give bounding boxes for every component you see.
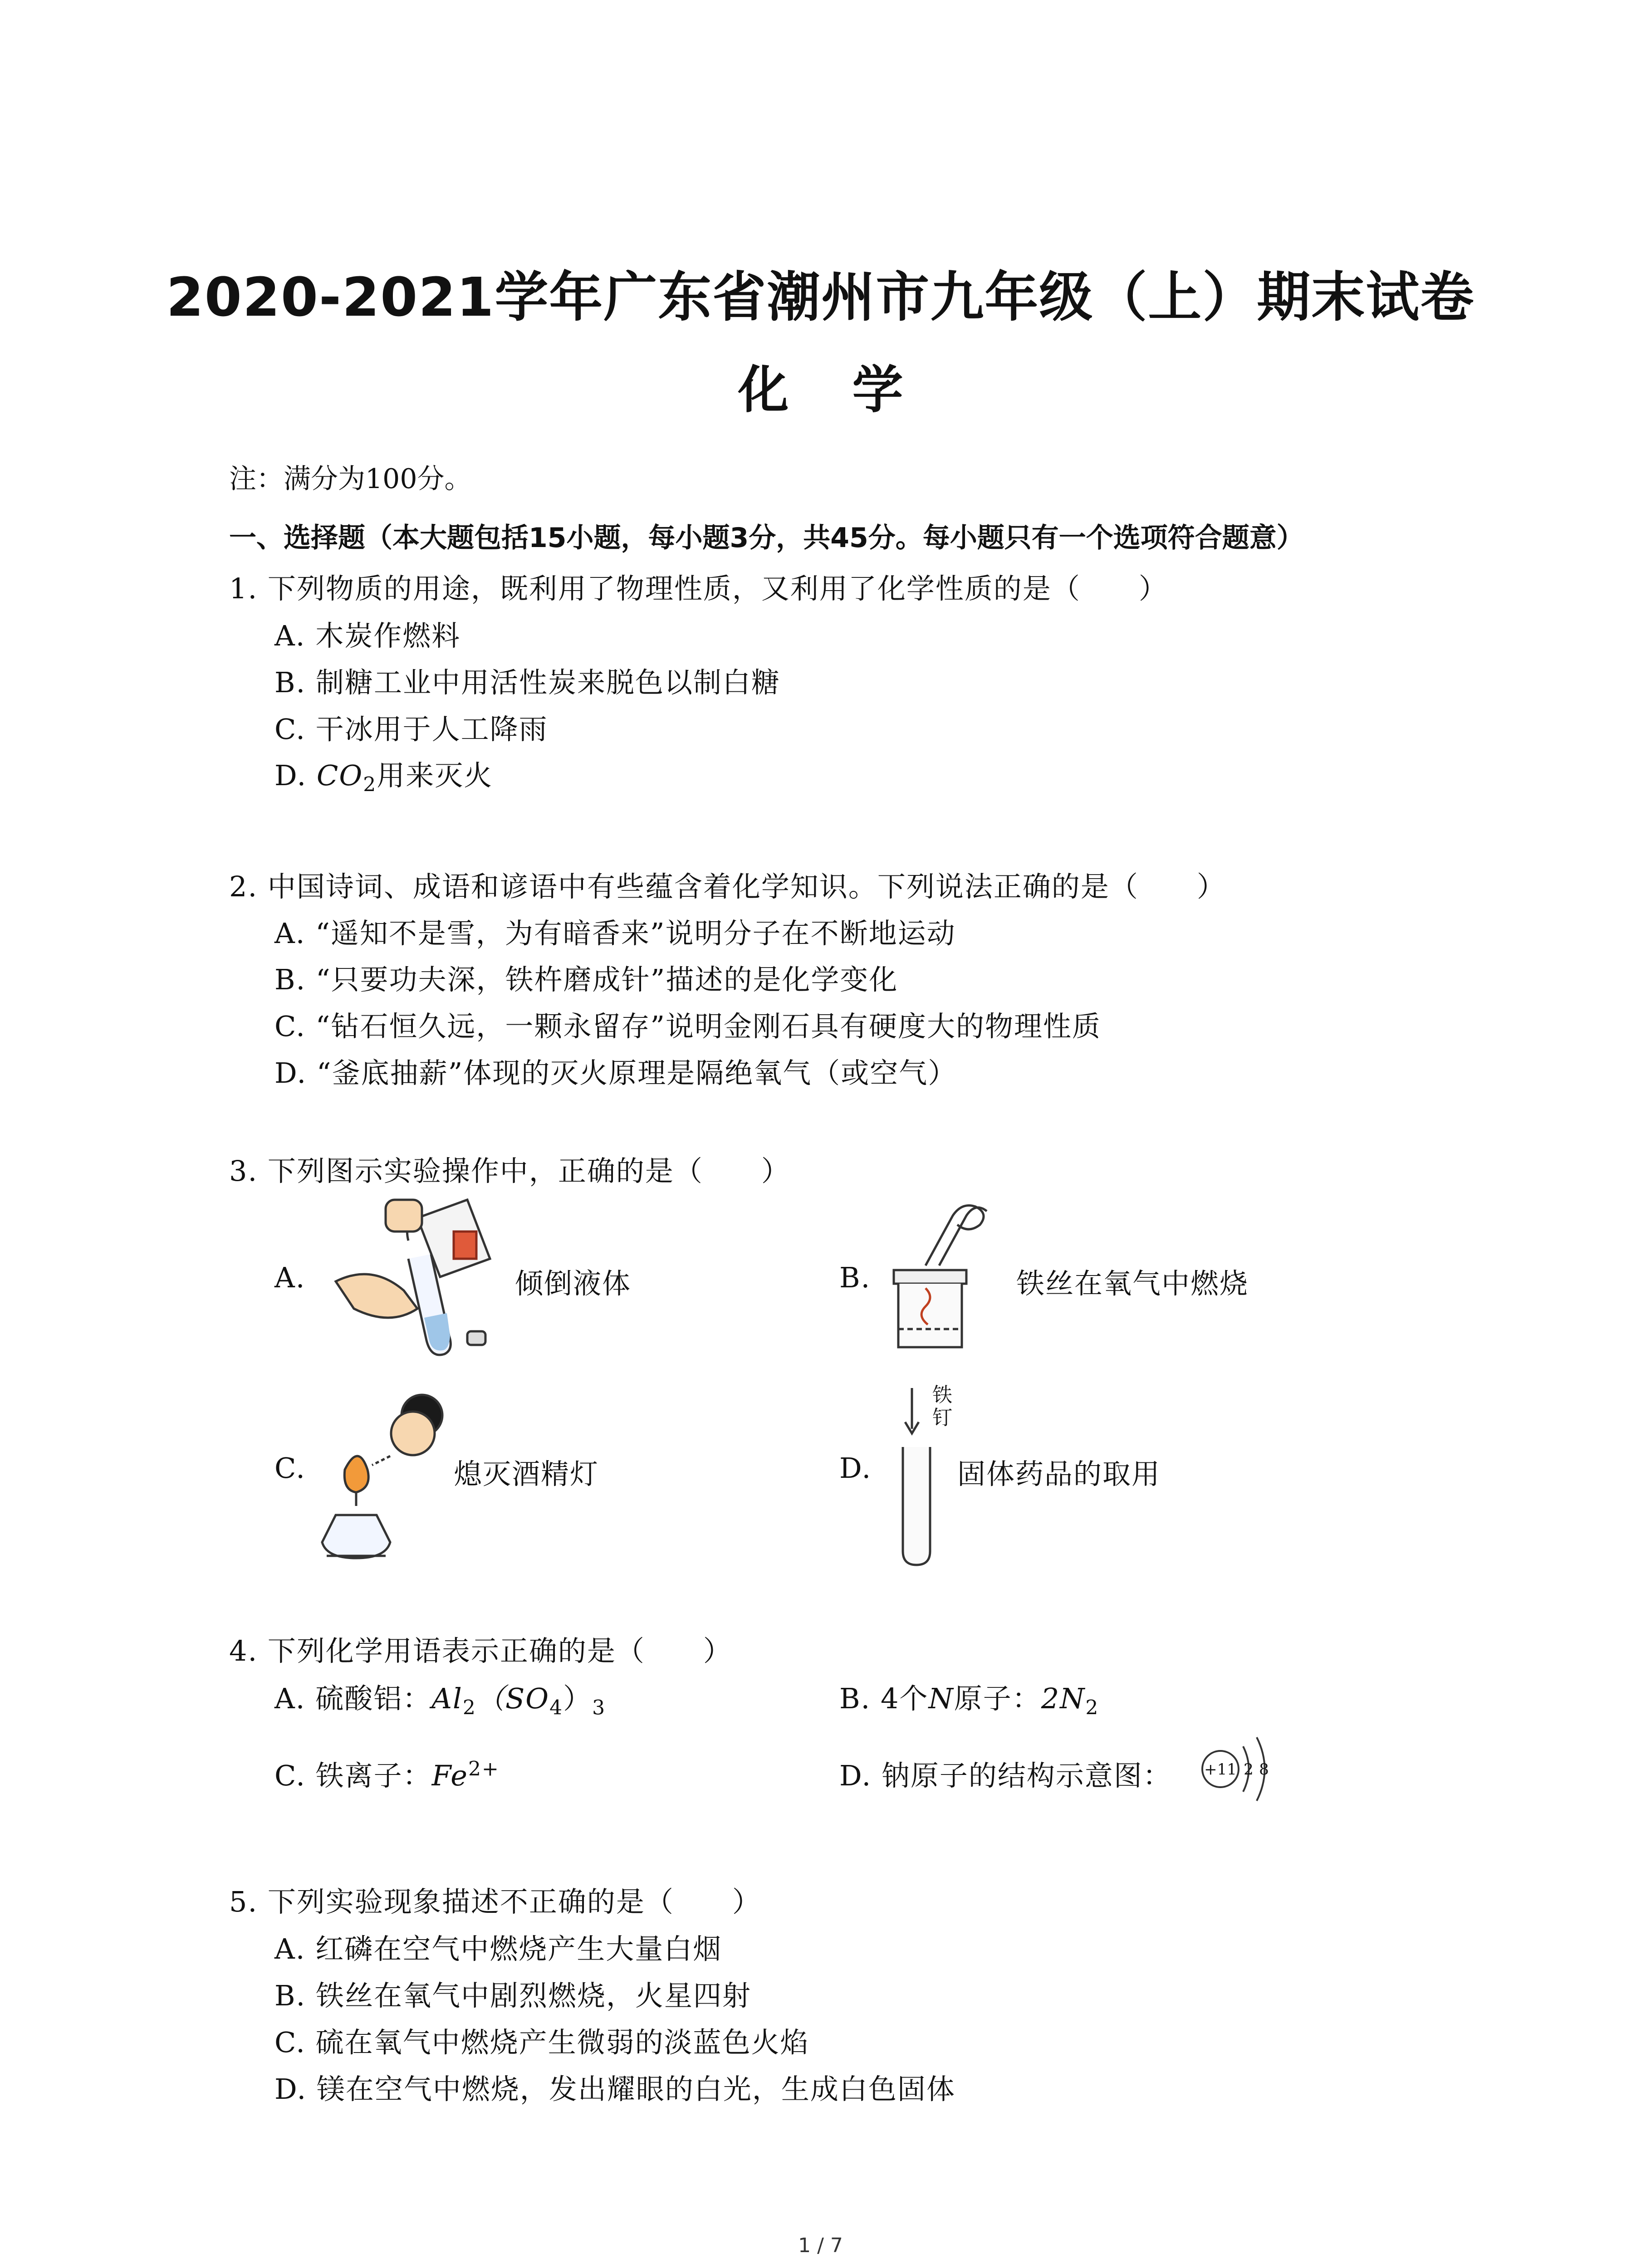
subscript: 4 bbox=[549, 1696, 563, 1720]
question-3-option-d-label: D. bbox=[839, 1452, 872, 1485]
formula-so: （SO bbox=[476, 1682, 550, 1715]
formula-paren: ） bbox=[563, 1682, 593, 1715]
extinguish-lamp-figure bbox=[318, 1379, 463, 1569]
question-2-stem: 2. 中国诗词、成语和谚语中有些蕴含着化学知识。下列说法正确的是（ ） bbox=[229, 870, 1226, 903]
superscript: 2+ bbox=[468, 1757, 500, 1781]
iron-nail-label-1: 铁 bbox=[932, 1383, 952, 1407]
question-1-option-a: A. 木炭作燃料 bbox=[274, 619, 461, 652]
shell-1-label: 2 bbox=[1244, 1760, 1254, 1779]
page-number: 1 / 7 bbox=[798, 2234, 843, 2257]
question-2-option-b: B. “只要功夫深，铁杵磨成针”描述的是化学变化 bbox=[274, 963, 898, 996]
formula: CO bbox=[316, 759, 363, 792]
subscript: 3 bbox=[592, 1696, 606, 1720]
page-subtitle: 化学 bbox=[738, 361, 967, 420]
option-label: B. 4个 bbox=[839, 1682, 929, 1715]
formula: Fe bbox=[431, 1759, 468, 1792]
subscript: 2 bbox=[363, 773, 377, 797]
page-title: 2020-2021学年广东省潮州市九年级（上）期末试卷 bbox=[166, 266, 1475, 328]
subscript: 2 bbox=[1085, 1696, 1099, 1720]
question-3-stem: 3. 下列图示实验操作中，正确的是（ ） bbox=[229, 1154, 790, 1188]
question-3-option-a-label: A. bbox=[274, 1261, 306, 1294]
iron-wire-burning-figure bbox=[885, 1198, 1021, 1361]
option-text: 原子： bbox=[954, 1682, 1041, 1715]
question-5-option-a: A. 红磷在空气中燃烧产生大量白烟 bbox=[274, 1932, 722, 1965]
sodium-atom-diagram bbox=[1198, 1724, 1284, 1814]
option-text: 用来灭火 bbox=[377, 759, 493, 792]
pour-liquid-figure bbox=[318, 1191, 508, 1381]
question-5-option-b: B. 铁丝在氧气中剧烈燃烧，火星四射 bbox=[274, 1979, 751, 2012]
question-2-option-a: A. “遥知不是雪，为有暗香来”说明分子在不断地运动 bbox=[274, 917, 956, 950]
score-note: 注：满分为100分。 bbox=[229, 463, 472, 495]
question-1-stem: 1. 下列物质的用途，既利用了物理性质，又利用了化学性质的是（ ） bbox=[229, 572, 1168, 605]
question-3-option-c-caption: 熄灭酒精灯 bbox=[454, 1457, 599, 1491]
question-2-option-d: D. “釜底抽薪”体现的灭火原理是隔绝氧气（或空气） bbox=[274, 1056, 957, 1090]
question-1-option-c: C. 干冰用于人工降雨 bbox=[274, 713, 548, 746]
question-1-option-d bbox=[274, 753, 493, 796]
question-1-option-b: B. 制糖工业中用活性炭来脱色以制白糖 bbox=[274, 666, 780, 699]
formula: 2N bbox=[1041, 1682, 1086, 1715]
iron-nail-label-2: 钉 bbox=[932, 1406, 952, 1429]
question-3-option-a-caption: 倾倒液体 bbox=[515, 1267, 632, 1300]
formula-al: Al bbox=[431, 1682, 463, 1715]
question-3-option-d-caption: 固体药品的取用 bbox=[957, 1457, 1161, 1491]
question-3-option-b-caption: 铁丝在氧气中燃烧 bbox=[1016, 1267, 1249, 1300]
shell-2-label: 8 bbox=[1259, 1760, 1269, 1779]
question-4-option-d: D. 钠原子的结构示意图： bbox=[839, 1759, 1172, 1792]
subscript: 2 bbox=[462, 1696, 476, 1720]
question-4-option-b bbox=[839, 1676, 1099, 1719]
option-label: D. bbox=[274, 759, 317, 792]
question-3-option-b-label: B. bbox=[839, 1261, 871, 1294]
question-3-option-c-label: C. bbox=[274, 1452, 306, 1485]
symbol-n: N bbox=[928, 1682, 954, 1715]
nucleus-label: +11 bbox=[1204, 1760, 1237, 1779]
section-heading: 一、选择题（本大题包括15小题，每小题3分，共45分。每小题只有一个选项符合题意） bbox=[229, 522, 1304, 554]
question-5-option-c: C. 硫在氧气中燃烧产生微弱的淡蓝色火焰 bbox=[274, 2026, 809, 2059]
option-label: A. 硫酸铝： bbox=[274, 1682, 432, 1715]
question-4-option-a bbox=[274, 1676, 606, 1719]
question-2-option-c: C. “钻石恒久远，一颗永留存”说明金刚石具有硬度大的物理性质 bbox=[274, 1010, 1102, 1043]
question-5-option-d: D. 镁在空气中燃烧，发出耀眼的白光，生成白色固体 bbox=[274, 2072, 955, 2106]
question-4-stem: 4. 下列化学用语表示正确的是（ ） bbox=[229, 1634, 732, 1667]
question-4-option-c bbox=[274, 1753, 500, 1794]
option-label: C. 铁离子： bbox=[274, 1759, 432, 1792]
question-5-stem: 5. 下列实验现象描述不正确的是（ ） bbox=[229, 1885, 761, 1918]
